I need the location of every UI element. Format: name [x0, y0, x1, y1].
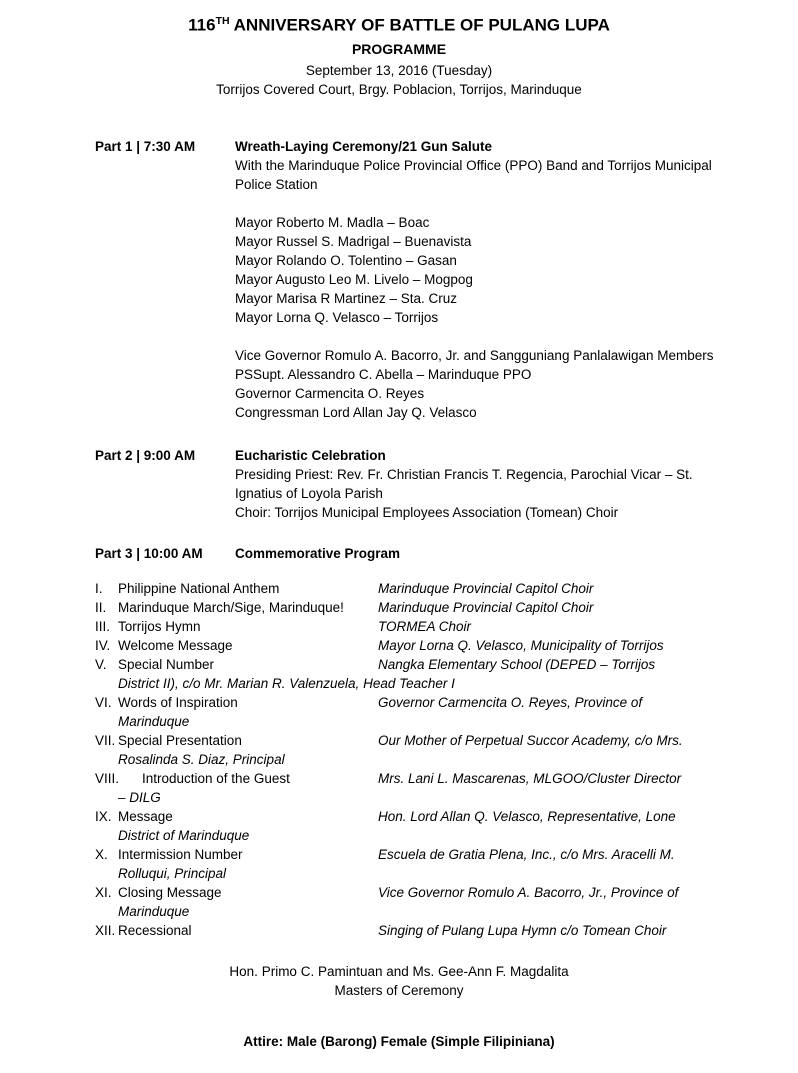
program-numeral: VIII.	[95, 770, 120, 786]
spacer	[235, 327, 728, 346]
program-performer: Marinduque Provincial Capitol Choir	[378, 580, 594, 596]
mayor-item: Mayor Russel S. Madrigal – Buenavista	[235, 233, 472, 249]
title-number: 116	[188, 15, 216, 35]
program-numeral: IX.	[95, 808, 112, 824]
program-numeral: VII.	[95, 732, 116, 748]
program-continuation: Marinduque	[118, 713, 190, 729]
program-item-label: Marinduque March/Sige, Marinduque!	[118, 599, 344, 615]
program-item-label: Introduction of the Guest	[142, 770, 290, 786]
program-list	[95, 579, 728, 940]
part-3-section	[95, 544, 728, 563]
part-3-label: Part 3 | 10:00 AM	[95, 545, 203, 561]
program-item-label: Special Number	[118, 656, 215, 672]
part-3-title: Commemorative Program	[235, 545, 401, 561]
program-performer: Nangka Elementary School (DEPED – Torrijos	[378, 656, 656, 672]
doc-subtitle: PROGRAMME	[351, 40, 447, 57]
program-numeral: X.	[95, 846, 108, 862]
program-performer: Mayor Lorna Q. Velasco, Municipality of Torrijos	[378, 637, 664, 653]
program-performer: Singing of Pulang Lupa Hymn c/o Tomean Choir	[378, 922, 667, 938]
program-numeral: XI.	[95, 884, 112, 900]
program-item-label: Closing Message	[118, 884, 222, 900]
program-numeral: VI.	[95, 694, 112, 710]
program-performer: Mrs. Lani L. Mascarenas, MLGOO/Cluster Director	[378, 770, 682, 786]
title-ordinal: TH	[215, 15, 230, 27]
program-item-label: Intermission Number	[118, 846, 243, 862]
program-row	[95, 731, 728, 750]
official-item: Vice Governor Romulo A. Bacorro, Jr. and Sangguniang Panlalawigan Members	[235, 347, 714, 363]
event-date: September 13, 2016 (Tuesday)	[305, 62, 493, 78]
attire-note: Attire: Male (Barong) Female (Simple Filipiniana)	[243, 1033, 555, 1049]
emcees-role: Masters of Ceremony	[334, 982, 464, 998]
part-2-section	[95, 446, 728, 522]
part-2-line: Choir: Torrijos Municipal Employees Association (Tomean) Choir	[235, 504, 619, 520]
program-performer: Escuela de Gratia Plena, Inc., c/o Mrs. Aracelli M.	[378, 846, 675, 862]
program-row	[95, 598, 728, 617]
program-numeral: IV.	[95, 637, 111, 653]
program-numeral: XII.	[95, 922, 116, 938]
mayor-item: Mayor Rolando O. Tolentino – Gasan	[235, 252, 457, 268]
part-2-line: Presiding Priest: Rev. Fr. Christian Francis T. Regencia, Parochial Vicar – St. Ignatius of Loyola Parish	[235, 466, 693, 501]
program-row	[95, 636, 728, 655]
program-continuation: District of Marinduque	[118, 827, 250, 843]
program-performer: Vice Governor Romulo A. Bacorro, Jr., Province of	[378, 884, 679, 900]
mayor-item: Mayor Lorna Q. Velasco – Torrijos	[235, 309, 439, 325]
program-numeral: III.	[95, 618, 111, 634]
program-numeral: V.	[95, 656, 107, 672]
program-item-label: Torrijos Hymn	[118, 618, 201, 634]
program-performer: TORMEA Choir	[378, 618, 472, 634]
event-venue: Torrijos Covered Court, Brgy. Poblacion, Torrijos, Marinduque	[216, 81, 582, 97]
part-1-section	[95, 137, 728, 422]
part-1-title: Wreath-Laying Ceremony/21 Gun Salute	[235, 138, 493, 154]
program-item-label: Welcome Message	[118, 637, 233, 653]
program-item-label: Philippine National Anthem	[118, 580, 280, 596]
program-continuation: – DILG	[118, 789, 161, 805]
official-item: Governor Carmencita O. Reyes	[235, 385, 425, 401]
program-row	[95, 769, 728, 788]
program-performer: Marinduque Provincial Capitol Choir	[378, 599, 594, 615]
program-continuation: Rolluqui, Principal	[118, 865, 227, 881]
part-1-content	[235, 137, 728, 422]
program-item-label: Recessional	[118, 922, 192, 938]
program-row	[95, 655, 728, 674]
program-continuation: Rosalinda S. Diaz, Principal	[118, 751, 285, 767]
official-item: PSSupt. Alessandro C. Abella – Marinduque PPO	[235, 366, 532, 382]
emcees-block	[0, 962, 798, 1000]
program-row	[95, 807, 728, 826]
mayor-item: Mayor Marisa R Martinez – Sta. Cruz	[235, 290, 458, 306]
mayor-item: Mayor Roberto M. Madla – Boac	[235, 214, 430, 230]
part-2-title: Eucharistic Celebration	[235, 447, 386, 463]
document-body	[0, 137, 798, 940]
part-1-description: With the Marinduque Police Provincial Office (PPO) Band and Torrijos Municipal Police Station	[235, 157, 712, 192]
program-continuation: District II), c/o Mr. Marian R. Valenzuela, Head Teacher I	[118, 675, 455, 691]
doc-title	[0, 11, 798, 36]
program-numeral: II.	[95, 599, 107, 615]
part-2-content	[235, 446, 728, 522]
mayor-item: Mayor Augusto Leo M. Livelo – Mogpog	[235, 271, 473, 287]
program-row	[95, 617, 728, 636]
program-item-label: Words of Inspiration	[118, 694, 238, 710]
official-item: Congressman Lord Allan Jay Q. Velasco	[235, 404, 477, 420]
program-row	[95, 883, 728, 902]
part-3-content	[235, 544, 728, 563]
program-continuation: Marinduque	[118, 903, 190, 919]
program-row	[95, 693, 728, 712]
part-1-label: Part 1 | 7:30 AM	[95, 138, 196, 154]
spacer	[235, 194, 728, 213]
part-2-label: Part 2 | 9:00 AM	[95, 447, 196, 463]
program-item-label: Message	[118, 808, 173, 824]
program-row	[95, 921, 728, 940]
program-item-label: Special Presentation	[118, 732, 242, 748]
program-performer: Our Mother of Perpetual Succor Academy, c/o Mrs.	[378, 732, 683, 748]
document-header	[0, 11, 798, 99]
program-row	[95, 579, 728, 598]
program-row	[95, 845, 728, 864]
program-performer: Governor Carmencita O. Reyes, Province of	[378, 694, 643, 710]
emcees-names: Hon. Primo C. Pamintuan and Ms. Gee-Ann F. Magdalita	[229, 963, 569, 979]
program-numeral: I.	[95, 580, 103, 596]
title-rest: ANNIVERSARY OF BATTLE OF PULANG LUPA	[229, 15, 610, 35]
program-performer: Hon. Lord Allan Q. Velasco, Representative, Lone	[378, 808, 676, 824]
